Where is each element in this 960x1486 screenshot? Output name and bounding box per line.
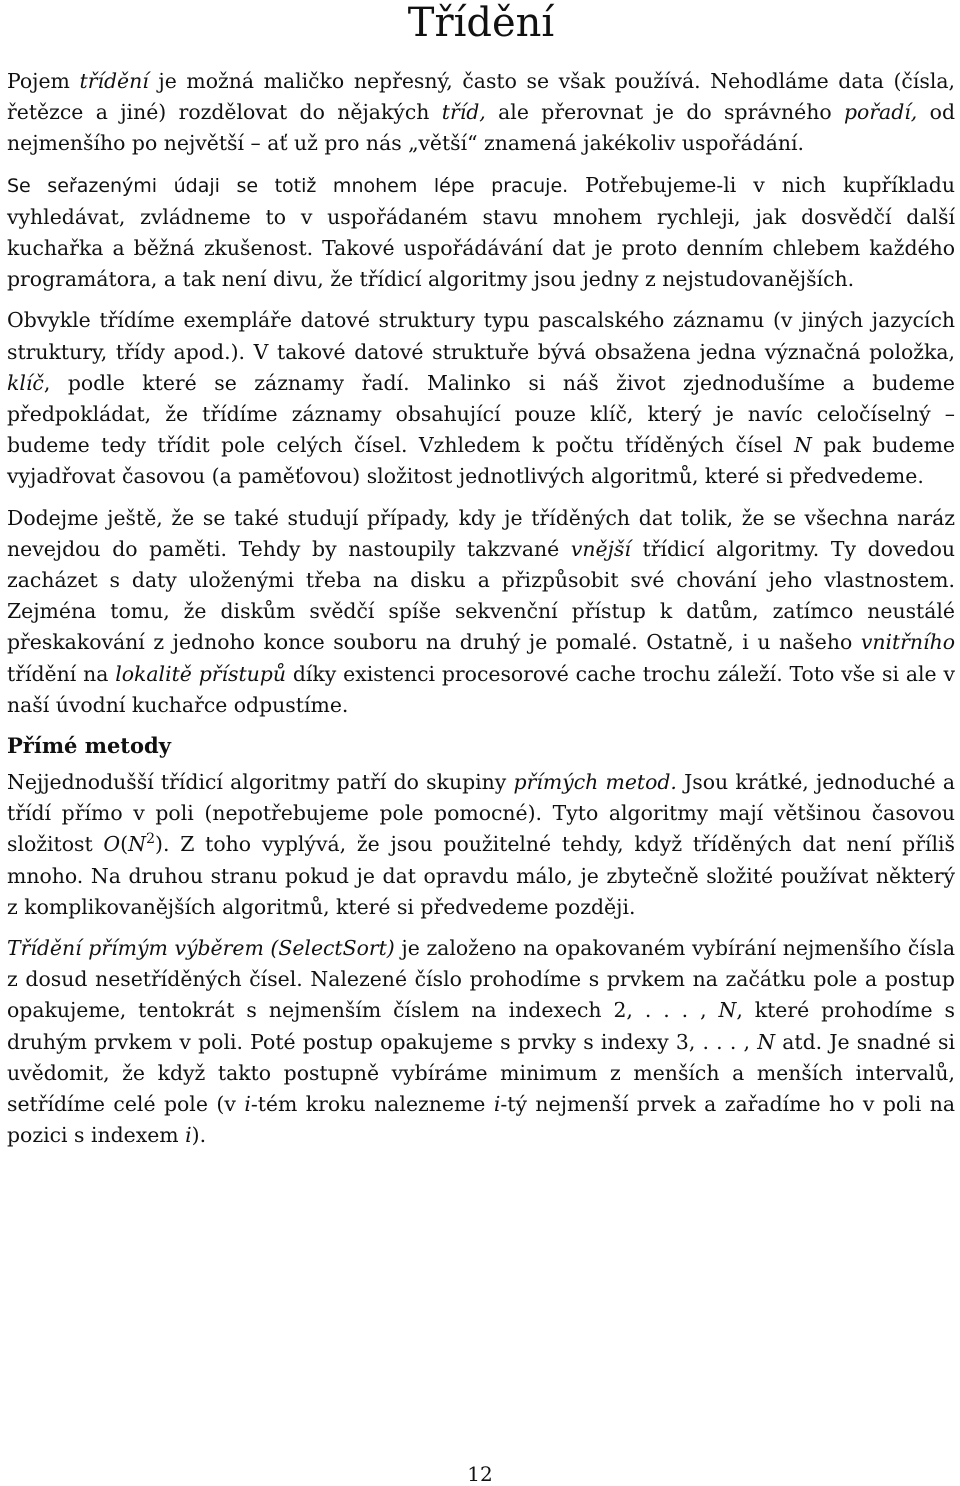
text: Jsou krátké, jednoduché a třídí přímo v poli (nepotřebujeme pole pomocné). Tyto algoritmy mají většinou časovou složitost — [7, 770, 955, 857]
math-paren: ( — [120, 832, 129, 857]
text: Potřebujeme-li v nich kupříkladu vyhledávat, zvládneme to v uspořádaném stavu mnohem rychleji, jak dosvědčí další kuchařka a běžná zkušenost. Takové uspořádávání dat je proto denním chlebem každého programátora, a tak není divu, že třídicí algoritmy jsou jedny z nejstudovanějších. — [7, 172, 955, 292]
paragraph-direct-methods — [7, 767, 955, 923]
document-page — [7, 0, 955, 1162]
text: je možná maličko nepřesný, často se však používá. Nehodláme data (čísla, řetězce a jiné) rozdělovat do nějakých — [7, 69, 955, 125]
text: Obvykle třídíme exempláře datové struktury typu pascalského záznamu (v jiných jazycích struktury, třídy apod.). V takové datové struktuře bývá obsažena jedna význačná položka, — [7, 308, 955, 364]
math-n: N — [718, 998, 737, 1023]
math-exponent: 2 — [145, 831, 156, 848]
math-paren: ) — [155, 832, 163, 857]
page-title: Třídění — [407, 0, 555, 46]
paragraph-external-sorting — [7, 503, 955, 721]
emphasis: přímých metod. — [513, 770, 677, 795]
text: pak budeme vyjadřovat časovou (a paměťovou) složitost jednotlivých algoritmů, které si předvedeme. — [7, 433, 955, 489]
paragraph-records — [7, 305, 955, 492]
math-i: i — [493, 1092, 501, 1117]
text: ). — [191, 1123, 207, 1148]
emphasis: klíč — [7, 370, 44, 395]
paragraph-sorted-data — [7, 170, 955, 296]
math-n: N — [128, 832, 146, 857]
text: Dodejme ještě, že se také studují případy, kdy je tříděných dat tolik, že se všechna naráz nevejdou do paměti. Tehdy by nastoupily takzvané — [7, 505, 955, 561]
emphasis: tříd, — [441, 100, 486, 125]
text: Nejjednodušší třídicí algoritmy patří do skupiny — [7, 770, 514, 795]
emphasis: vnitřního — [860, 630, 955, 655]
text: Pojem — [7, 69, 80, 93]
emphasis: Třídění přímým výběrem (SelectSort) — [7, 936, 395, 961]
text: je založeno na opakovaném vybírání nejmenšího čísla z dosud nesetříděných čísel. Nalezené číslo prohodíme s prvkem na začátku pole a postup opakujeme, tentokrát s nejmenším číslem na indexech 2, . . . , — [7, 936, 955, 1023]
math-i: i — [185, 1123, 192, 1148]
sans-text: Se seřazenými údaji se totiž mnohem lépe pracuje. — [7, 174, 569, 197]
text: atd. Je snadné si uvědomit, že když takto postupně vybíráme minimum z menších a menších intervalů, setřídíme celé pole (v — [7, 1029, 955, 1117]
emphasis: pořadí, — [843, 100, 918, 125]
emphasis: lokalitě přístupů — [115, 661, 286, 686]
text: díky existenci procesorové cache trochu záleží. Toto vše si ale v naší úvodní kuchařce odpustíme. — [7, 661, 955, 717]
paragraph-intro — [7, 66, 955, 160]
math-i: i — [244, 1092, 251, 1117]
section-heading: Přímé metody — [7, 733, 171, 759]
text: , které prohodíme s druhým prvkem v poli. Poté postup opakujeme s prvky s indexy 3, . . . , — [7, 998, 955, 1054]
big-o-symbol: O — [103, 832, 121, 857]
text: ale přerovnat je do správného — [485, 100, 844, 125]
math-n: N — [757, 1029, 776, 1054]
paragraph-selectsort — [7, 933, 955, 1151]
text: od nejmenšího po největší – ať už pro nás „větší“ znamená jakékoliv uspořádání. — [7, 100, 955, 156]
math-n: N — [793, 433, 812, 458]
text: . Z toho vyplývá, že jsou použitelné tehdy, když tříděných dat není příliš mnoho. Na druhou stranu pokud je dat opravdu málo, je zbytečně složité používat některý z komplikovanějších algoritmů, které si předvedeme později. — [7, 832, 955, 919]
text: třídicí algoritmy. Ty dovedou zacházet s daty uloženými třeba na disku a přizpůsobit své chování jeho vlastnostem. Zejména tomu, že diskům svědčí spíše sekvenční přístup k datům, zatímco neustálé přeskakování z jednoho konce souboru na druhý je pomalé. Ostatně, i u našeho — [7, 536, 955, 655]
text: -tý nejmenší prvek a zařadíme ho v poli na pozici s indexem — [7, 1092, 955, 1148]
emphasis: třídění — [79, 69, 149, 93]
emphasis: vnější — [570, 536, 631, 561]
text: , podle které se záznamy řadí. Malinko si náš život zjednodušíme a budeme předpokládat, že třídíme záznamy obsahující pouze klíč, který je navíc celočíselný – budeme tedy třídit pole celých čísel. Vzhledem k počtu tříděných čísel — [7, 370, 955, 458]
text: -tém kroku nalezneme — [250, 1092, 494, 1117]
page-number: 12 — [467, 1462, 493, 1486]
text: třídění na — [7, 661, 116, 686]
